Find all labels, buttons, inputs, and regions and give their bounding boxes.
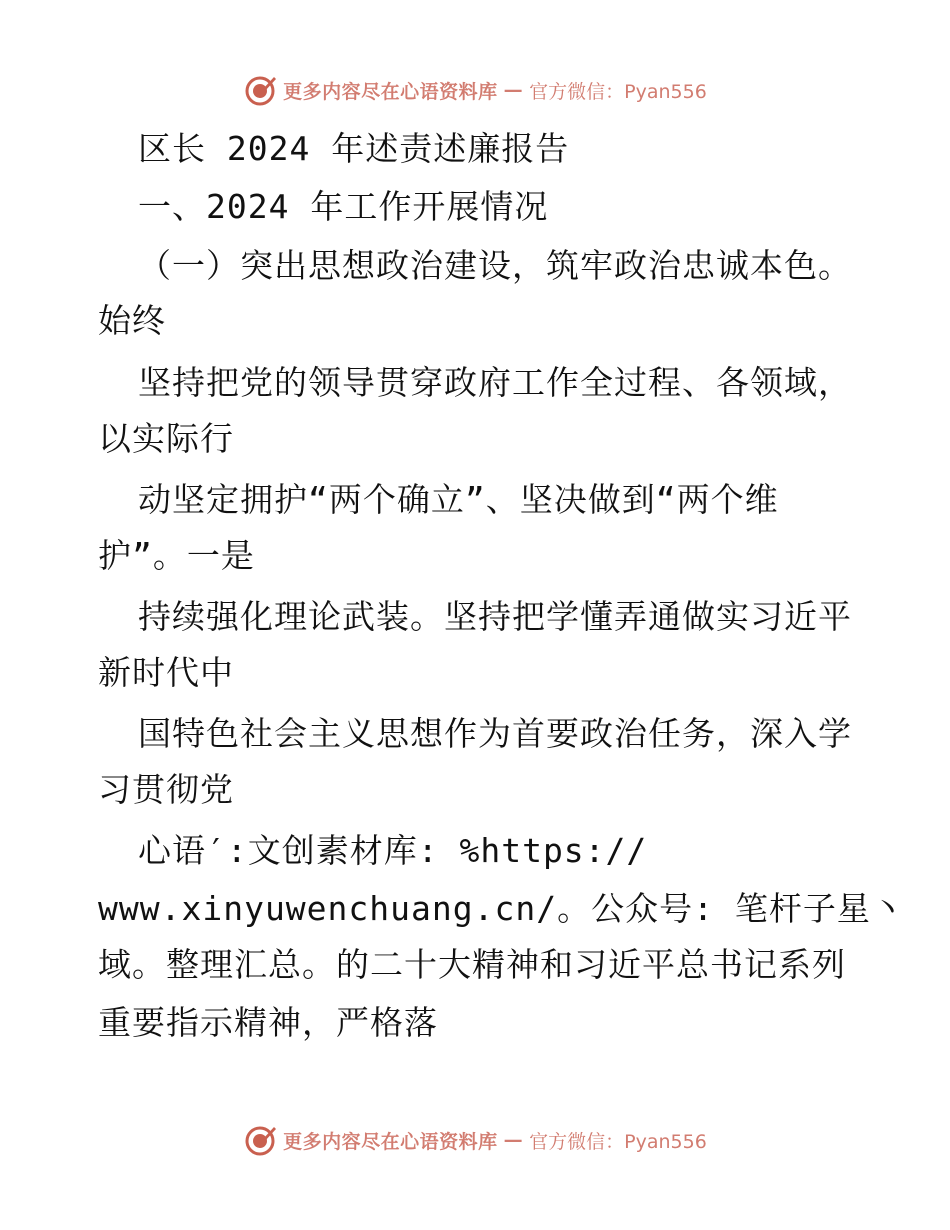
paragraph-line: （一）突出思想政治建设，筑牢政治忠诚本色。 — [138, 246, 852, 285]
paragraph-line: 护”。一是 — [98, 536, 255, 575]
footer-banner-content — [243, 1120, 707, 1160]
footer-banner-wechat: 官方微信：Pyan556 — [529, 1130, 707, 1153]
paragraph-line: 域。整理汇总。的二十大精神和习近平总书记系列 — [98, 945, 846, 984]
paragraph-line: 习贯彻党 — [98, 770, 234, 809]
document-title: 区长 2024 年述责述廉报告 — [138, 129, 570, 168]
header-banner — [0, 70, 950, 110]
paragraph-line: 心语′:文创素材库: %https:// — [138, 831, 648, 870]
paragraph-line: 动坚定拥护“两个确立”、坚决做到“两个维 — [138, 480, 779, 519]
paragraph-line: 以实际行 — [98, 419, 234, 458]
header-banner-title: 更多内容尽在心语资料库 — [283, 80, 498, 103]
footer-banner-title: 更多内容尽在心语资料库 — [283, 1130, 498, 1153]
header-banner-wechat: 官方微信：Pyan556 — [529, 80, 707, 103]
paragraph-line: 国特色社会主义思想作为首要政治任务，深入学 — [138, 714, 852, 753]
brush-logo-icon — [243, 73, 277, 107]
section-heading: 一、2024 年工作开展情况 — [138, 187, 549, 226]
paragraph-line: 新时代中 — [98, 653, 234, 692]
paragraph-line: 坚持把党的领导贯穿政府工作全过程、各领域， — [138, 363, 852, 402]
paragraph-line: 重要指示精神，严格落 — [98, 1003, 438, 1042]
footer-banner-dash: — — [503, 1129, 524, 1151]
header-banner-content — [243, 70, 707, 110]
paragraph-line: 始终 — [98, 301, 166, 340]
footer-banner — [0, 1120, 950, 1160]
paragraph-line: www.xinyuwenchuang.cn/。公众号: 笔杆子星丶 — [98, 889, 905, 928]
paragraph-line: 持续强化理论武装。坚持把学懂弄通做实习近平 — [138, 597, 852, 636]
brush-logo-icon — [243, 1123, 277, 1157]
header-banner-dash: — — [503, 79, 524, 101]
